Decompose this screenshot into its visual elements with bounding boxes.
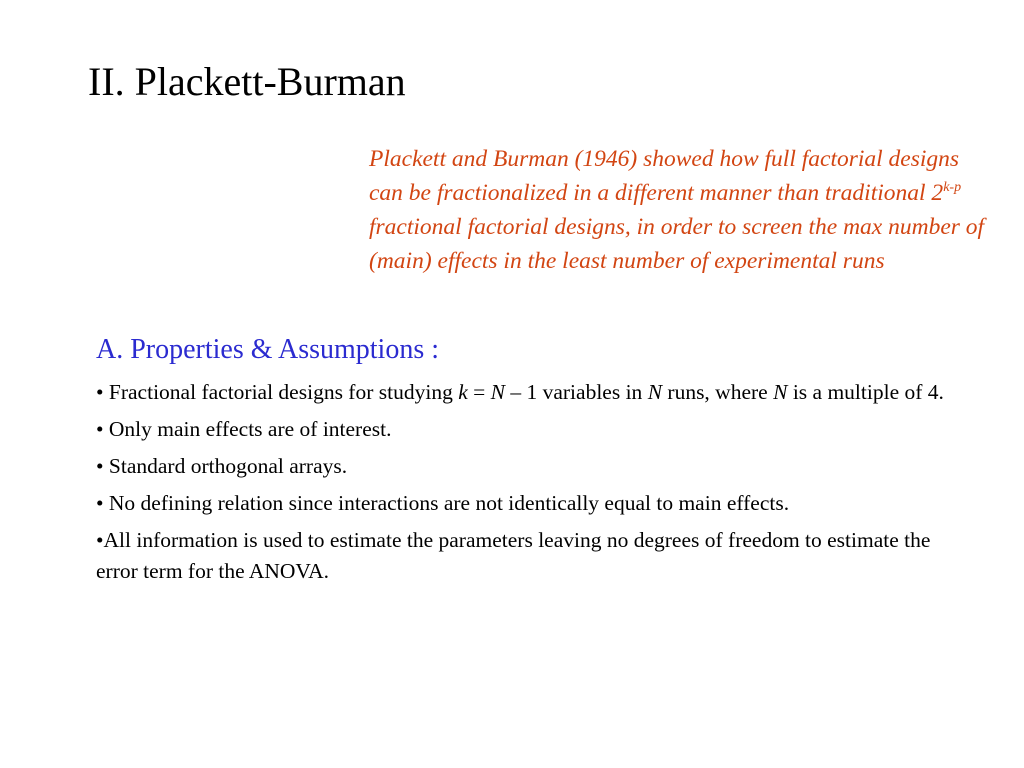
bullet-italic-variable: N: [647, 380, 663, 404]
bullet-italic-variable: k: [458, 380, 468, 404]
bullet-item: [96, 488, 976, 519]
bullet-text: • No defining relation since interactions are not identically equal to main effects.: [96, 491, 790, 515]
callout-superscript: k-p: [943, 180, 962, 196]
bullet-text: runs, where: [662, 380, 774, 404]
bullet-list: [96, 377, 976, 593]
bullet-text: is a multiple of 4.: [787, 380, 944, 404]
bullet-italic-variable: N: [773, 380, 788, 404]
bullet-item: [96, 451, 976, 482]
bullet-italic-variable: N: [490, 380, 505, 404]
bullet-item: [96, 414, 976, 445]
bullet-text: • Standard orthogonal arrays.: [96, 454, 348, 478]
callout-text: [369, 142, 989, 278]
bullet-item: [96, 525, 976, 587]
callout-text-part-2: fractional factorial designs, in order to screen the max number of (main) effects in the least number of experimental runs: [369, 214, 985, 274]
page-title: II. Plackett-Burman: [88, 59, 406, 104]
bullet-text: – 1 variables in: [504, 380, 648, 404]
bullet-text: • Only main effects are of interest.: [96, 417, 392, 441]
section-heading: A. Properties & Assumptions :: [96, 334, 440, 365]
bullet-text: • Fractional factorial designs for studying: [96, 380, 459, 404]
bullet-item: [96, 377, 976, 408]
bullet-text: •All information is used to estimate the parameters leaving no degrees of freedom to estimate the error term for the ANOVA.: [96, 528, 931, 583]
bullet-text: =: [467, 380, 491, 404]
callout-text-part-1: Plackett and Burman (1946) showed how full factorial designs can be fractionalized in a different manner than traditional 2: [369, 146, 960, 206]
